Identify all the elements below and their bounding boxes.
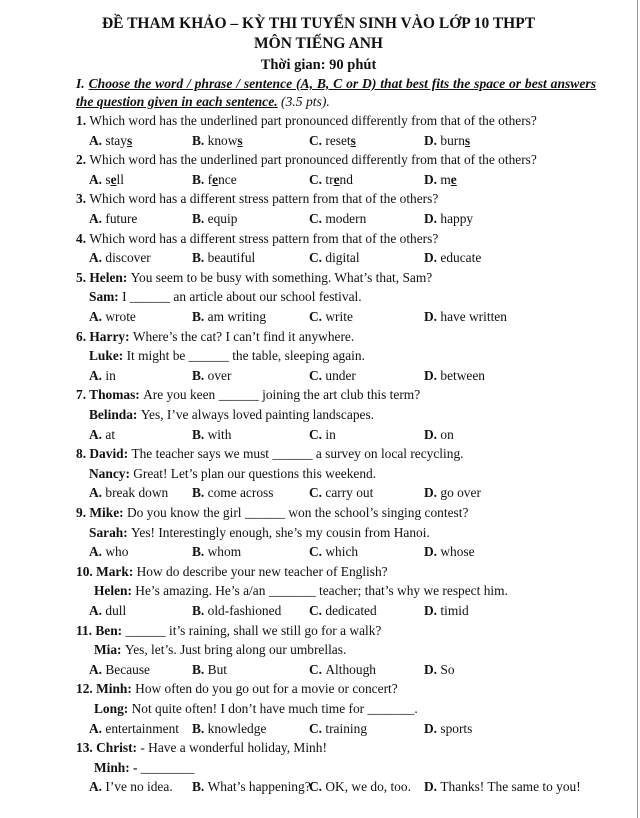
- speaker-name: Ben:: [95, 622, 126, 638]
- option-letter: D.: [424, 603, 441, 618]
- option-letter: B.: [192, 544, 208, 560]
- exam-time: Thời gian: 90 phút: [260, 57, 377, 73]
- question-number: 1.: [76, 113, 90, 128]
- option-letter: B.: [192, 132, 208, 148]
- answer-options: [89, 133, 609, 149]
- answer-option-a[interactable]: [89, 427, 115, 443]
- speaker-line: - Have a wonderful holiday, Minh!: [140, 740, 327, 756]
- answer-option-a[interactable]: [89, 779, 173, 795]
- option-text-post: nce: [218, 171, 237, 187]
- answer-option-a[interactable]: [89, 250, 151, 266]
- option-text: carry out: [325, 485, 374, 501]
- option-text: entertainment: [105, 720, 179, 736]
- speaker-name: Harry:: [89, 328, 133, 344]
- answer-option-a[interactable]: [89, 368, 116, 384]
- option-text: happy: [440, 211, 474, 226]
- speaker-line: The teacher says we must ______ a survey on local recycling.: [131, 446, 464, 462]
- speaker-name: Mark:: [96, 563, 137, 579]
- exam-title: ĐỀ THAM KHẢO – KỲ THI TUYỂN SINH VÀO LỚP 10 THPT: [101, 15, 536, 32]
- dialog-reply: [89, 289, 362, 305]
- answer-option-b[interactable]: [192, 133, 243, 149]
- answer-option-d[interactable]: [424, 721, 472, 737]
- option-text: break down: [105, 485, 169, 501]
- dialog-reply: [89, 525, 430, 541]
- dialog-reply: [89, 348, 365, 364]
- speaker-line: I ______ an article about our school festival.: [122, 289, 362, 305]
- answer-option-d[interactable]: [424, 603, 469, 619]
- underlined-part: s: [464, 132, 471, 148]
- option-letter: B.: [192, 367, 208, 383]
- answer-option-c[interactable]: [309, 721, 367, 737]
- answer-option-c[interactable]: [309, 427, 336, 443]
- option-letter: C.: [309, 250, 326, 266]
- question-number: 8.: [76, 446, 90, 462]
- speaker-name: Helen:: [89, 269, 131, 285]
- answer-option-b[interactable]: [192, 309, 266, 325]
- answer-option-c[interactable]: [309, 250, 360, 266]
- option-letter: A.: [89, 603, 106, 618]
- answer-option-d[interactable]: [424, 368, 485, 384]
- option-text-post: nd: [339, 171, 353, 187]
- option-letter: D.: [424, 132, 441, 148]
- option-text: dedicated: [325, 603, 377, 618]
- option-letter: B.: [192, 309, 208, 324]
- option-text: future: [105, 211, 138, 226]
- speaker-name: Christ:: [96, 740, 141, 756]
- answer-option-b[interactable]: [192, 485, 273, 501]
- option-text-pre: s: [105, 171, 111, 187]
- answer-option-b[interactable]: [192, 172, 237, 188]
- option-letter: C.: [309, 544, 326, 560]
- speaker-line: Are you keen ______ joining the art club this term?: [143, 387, 421, 403]
- option-text: between: [440, 367, 485, 383]
- answer-option-a[interactable]: [89, 603, 126, 619]
- option-letter: B.: [192, 171, 208, 187]
- option-text: over: [207, 367, 232, 383]
- option-text-pre: m: [440, 171, 451, 187]
- option-letter: D.: [424, 367, 441, 383]
- option-text: dull: [105, 603, 127, 618]
- option-letter: A.: [89, 426, 106, 442]
- option-text: with: [207, 426, 232, 442]
- speaker-line: Do you know the girl ______ won the school’s singing contest?: [126, 505, 469, 520]
- option-text: modern: [325, 211, 367, 226]
- question-text: Which word has the underlined part pronounced differently from that of the others?: [89, 113, 537, 128]
- section-instruction: [76, 75, 596, 111]
- option-text: What’s happening?: [207, 779, 311, 795]
- answer-option-b[interactable]: [192, 427, 231, 443]
- answer-options: [89, 368, 609, 384]
- option-letter: A.: [89, 485, 106, 501]
- speaker-name: Sam:: [89, 289, 123, 305]
- question-stem: [76, 681, 398, 697]
- speaker-name: Helen:: [94, 583, 136, 599]
- option-text: equip: [207, 211, 238, 226]
- option-text: So: [440, 661, 455, 677]
- question-number: 13.: [76, 740, 97, 756]
- option-letter: A.: [89, 211, 106, 226]
- answer-option-a[interactable]: [89, 544, 128, 560]
- option-text: at: [105, 426, 116, 442]
- dialog-reply: [94, 760, 194, 776]
- dialog-reply: [94, 701, 418, 717]
- answer-option-a[interactable]: [89, 485, 168, 501]
- option-text-pre: burn: [440, 132, 465, 148]
- option-letter: B.: [192, 426, 208, 442]
- option-letter: A.: [89, 367, 106, 383]
- option-text: whose: [440, 544, 475, 560]
- option-text: But: [207, 661, 227, 677]
- option-text: training: [325, 720, 368, 736]
- option-text: go over: [440, 485, 481, 501]
- dialog-reply: [94, 642, 346, 658]
- instruction-text: Choose the word / phrase / sentence (A, B, C or D) that best fits the space or best answers the question given in each sentence.: [76, 76, 596, 109]
- speaker-line: Not quite often! I don’t have much time for _______.: [131, 701, 418, 716]
- question-stem: [76, 446, 464, 462]
- underlined-part: s: [237, 132, 243, 148]
- answer-option-a[interactable]: [89, 211, 137, 227]
- option-letter: C.: [309, 720, 326, 736]
- underlined-part: e: [450, 171, 457, 187]
- answer-option-c[interactable]: [309, 779, 411, 795]
- answer-options: [89, 427, 609, 443]
- option-letter: D.: [424, 661, 441, 677]
- answer-option-b[interactable]: [192, 662, 227, 678]
- answer-option-b[interactable]: [192, 250, 255, 266]
- option-letter: D.: [424, 250, 441, 266]
- option-letter: A.: [89, 544, 106, 560]
- option-text: wrote: [105, 309, 136, 324]
- option-letter: C.: [309, 171, 326, 187]
- question-text: Which word has a different stress pattern from that of the others?: [89, 230, 439, 246]
- underlined-part: e: [110, 171, 117, 187]
- answer-option-d[interactable]: [424, 779, 581, 795]
- speaker-name: David:: [89, 446, 132, 462]
- question-stem: [76, 113, 537, 129]
- answer-option-c[interactable]: [309, 172, 353, 188]
- question-stem: [76, 740, 327, 756]
- page-edge: [637, 0, 638, 818]
- answer-options: [89, 779, 609, 795]
- speaker-name: Sarah:: [89, 524, 132, 540]
- speaker-line: ______ it’s raining, shall we still go for a walk?: [125, 622, 382, 638]
- answer-options: [89, 250, 609, 266]
- answer-option-d[interactable]: [424, 544, 475, 560]
- speaker-name: Long:: [94, 701, 132, 716]
- answer-options: [89, 721, 609, 737]
- underlined-part: e: [333, 171, 340, 187]
- question-number: 10.: [76, 563, 97, 579]
- question-stem: [76, 152, 537, 168]
- answer-option-d[interactable]: [424, 485, 481, 501]
- option-text: write: [325, 309, 353, 324]
- option-letter: B.: [192, 250, 208, 266]
- option-text: beautiful: [207, 250, 256, 266]
- option-text: old-fashioned: [207, 603, 282, 618]
- answer-option-a[interactable]: [89, 721, 179, 737]
- speaker-name: Minh: -: [94, 759, 141, 775]
- option-letter: B.: [192, 779, 208, 795]
- question-number: 11.: [76, 622, 96, 638]
- question-number: 12.: [76, 681, 97, 697]
- option-text: am writing: [207, 309, 267, 324]
- speaker-name: Mia:: [94, 642, 125, 658]
- option-text: who: [105, 544, 129, 560]
- exam-subject: MÔN TIẾNG ANH: [254, 35, 383, 52]
- answer-option-c[interactable]: [309, 603, 377, 619]
- question-stem: [76, 329, 354, 345]
- answer-option-c[interactable]: [309, 211, 366, 227]
- question-number: 2.: [76, 152, 90, 168]
- option-letter: A.: [89, 779, 106, 795]
- option-letter: A.: [89, 309, 106, 324]
- question-stem: [76, 623, 381, 639]
- dialog-reply: [94, 583, 508, 599]
- answer-option-a[interactable]: [89, 172, 124, 188]
- answer-option-a[interactable]: [89, 662, 150, 678]
- speaker-line: Great! Let’s plan our questions this weekend.: [133, 465, 377, 481]
- speaker-line: He’s amazing. He’s a/an _______ teacher; that’s why we respect him.: [135, 583, 508, 599]
- answer-option-a[interactable]: [89, 133, 132, 149]
- option-text-pre: know: [207, 132, 238, 148]
- option-letter: D.: [424, 779, 441, 795]
- question-stem: [76, 564, 388, 580]
- answer-option-d[interactable]: [424, 250, 481, 266]
- answer-option-c[interactable]: [309, 368, 356, 384]
- option-letter: B.: [192, 485, 208, 501]
- option-letter: C.: [309, 367, 326, 383]
- answer-option-d[interactable]: [424, 662, 455, 678]
- dialog-reply: [89, 407, 374, 423]
- option-letter: D.: [424, 426, 441, 442]
- option-text-pre: reset: [325, 132, 351, 148]
- speaker-name: Minh:: [96, 681, 136, 697]
- question-number: 3.: [76, 191, 90, 207]
- question-number: 7.: [76, 387, 90, 403]
- answer-option-b[interactable]: [192, 779, 311, 795]
- speaker-line: It might be ______ the table, sleeping again.: [126, 348, 365, 364]
- option-letter: C.: [309, 309, 326, 324]
- option-letter: A.: [89, 720, 106, 736]
- option-letter: D.: [424, 171, 441, 187]
- option-letter: B.: [192, 720, 208, 736]
- question-number: 5.: [76, 269, 90, 285]
- question-number: 6.: [76, 328, 90, 344]
- option-letter: C.: [309, 661, 326, 677]
- underlined-part: s: [126, 132, 133, 148]
- option-text: under: [325, 367, 356, 383]
- answer-option-c[interactable]: [309, 309, 353, 325]
- speaker-line: You seem to be busy with something. What’s that, Sam?: [130, 269, 433, 285]
- question-stem: [76, 505, 468, 521]
- option-text: have written: [440, 309, 507, 324]
- option-text: in: [105, 367, 116, 383]
- speaker-name: Nancy:: [89, 465, 134, 481]
- option-text: knowledge: [207, 720, 267, 736]
- answer-options: [89, 544, 609, 560]
- option-letter: A.: [89, 132, 106, 148]
- question-stem: [76, 231, 438, 247]
- answer-option-b[interactable]: [192, 544, 241, 560]
- speaker-line: Yes! Interestingly enough, she’s my cousin from Hanoi.: [131, 524, 430, 540]
- answer-option-a[interactable]: [89, 309, 136, 325]
- option-text: educate: [440, 250, 482, 266]
- answer-options: [89, 309, 609, 325]
- speaker-line: How often do you go out for a movie or concert?: [135, 681, 398, 697]
- speaker-name: Mike:: [89, 505, 127, 520]
- answer-options: [89, 172, 609, 188]
- answer-option-d[interactable]: [424, 427, 454, 443]
- speaker-name: Luke:: [89, 348, 127, 364]
- answer-option-c[interactable]: [309, 662, 376, 678]
- answer-options: [89, 485, 609, 501]
- option-text: Because: [105, 661, 150, 677]
- option-text: on: [440, 426, 454, 442]
- option-letter: D.: [424, 211, 441, 226]
- question-text: Which word has the underlined part pronounced differently from that of the others?: [89, 152, 537, 168]
- answer-option-c[interactable]: [309, 544, 358, 560]
- instruction-points: (3.5 pts).: [281, 94, 330, 109]
- answer-options: [89, 603, 609, 619]
- answer-option-d[interactable]: [424, 211, 473, 227]
- question-number: 9.: [76, 505, 90, 520]
- answer-option-d[interactable]: [424, 133, 470, 149]
- option-text: digital: [325, 250, 360, 266]
- option-text: discover: [105, 250, 151, 266]
- option-letter: D.: [424, 720, 441, 736]
- option-letter: C.: [309, 132, 326, 148]
- option-text: Although: [325, 661, 376, 677]
- option-letter: C.: [309, 211, 326, 226]
- answer-option-b[interactable]: [192, 368, 231, 384]
- section-number: I.: [76, 76, 85, 91]
- option-text: timid: [440, 603, 469, 618]
- option-text: OK, we do, too.: [325, 779, 411, 795]
- answer-options: [89, 211, 609, 227]
- speaker-name: Belinda:: [89, 407, 141, 422]
- question-text: Which word has a different stress pattern from that of the others?: [89, 191, 439, 207]
- answer-options: [89, 662, 609, 678]
- answer-option-c[interactable]: [309, 485, 373, 501]
- option-letter: D.: [424, 544, 441, 560]
- option-letter: C.: [309, 603, 326, 618]
- option-text: whom: [207, 544, 242, 560]
- speaker-line: Yes, I’ve always loved painting landscapes.: [140, 407, 375, 422]
- speaker-line: Yes, let’s. Just bring along our umbrellas.: [124, 642, 347, 658]
- option-text-post: ll: [116, 171, 124, 187]
- question-stem: [76, 191, 438, 207]
- option-letter: C.: [309, 426, 326, 442]
- answer-option-b[interactable]: [192, 211, 237, 227]
- option-letter: A.: [89, 250, 106, 266]
- option-text: in: [325, 426, 336, 442]
- option-text-pre: tr: [325, 171, 334, 187]
- answer-option-d[interactable]: [424, 309, 507, 325]
- answer-option-b[interactable]: [192, 603, 281, 619]
- speaker-name: Thomas:: [89, 387, 144, 403]
- dialog-reply: [89, 466, 376, 482]
- underlined-part: e: [212, 171, 219, 187]
- option-letter: C.: [309, 485, 326, 501]
- question-stem: [76, 270, 432, 286]
- option-letter: C.: [309, 779, 326, 795]
- speaker-line: Where’s the cat? I can’t find it anywhere.: [132, 328, 355, 344]
- option-letter: B.: [192, 661, 208, 677]
- speaker-line: How do describe your new teacher of English?: [136, 563, 388, 579]
- option-text-pre: stay: [105, 132, 127, 148]
- answer-option-b[interactable]: [192, 721, 266, 737]
- speaker-line: ________: [140, 759, 195, 775]
- option-text: come across: [207, 485, 274, 501]
- option-text: Thanks! The same to you!: [440, 779, 581, 795]
- answer-option-d[interactable]: [424, 172, 457, 188]
- option-letter: A.: [89, 171, 106, 187]
- option-letter: B.: [192, 603, 208, 618]
- option-letter: B.: [192, 211, 208, 226]
- option-letter: D.: [424, 309, 441, 324]
- option-text: sports: [440, 720, 473, 736]
- option-text: which: [325, 544, 359, 560]
- option-letter: A.: [89, 661, 106, 677]
- option-text: I’ve no idea.: [105, 779, 173, 795]
- option-letter: D.: [424, 485, 441, 501]
- question-number: 4.: [76, 230, 90, 246]
- underlined-part: s: [350, 132, 356, 148]
- option-text-pre: f: [207, 171, 213, 187]
- question-stem: [76, 387, 420, 403]
- answer-option-c[interactable]: [309, 133, 356, 149]
